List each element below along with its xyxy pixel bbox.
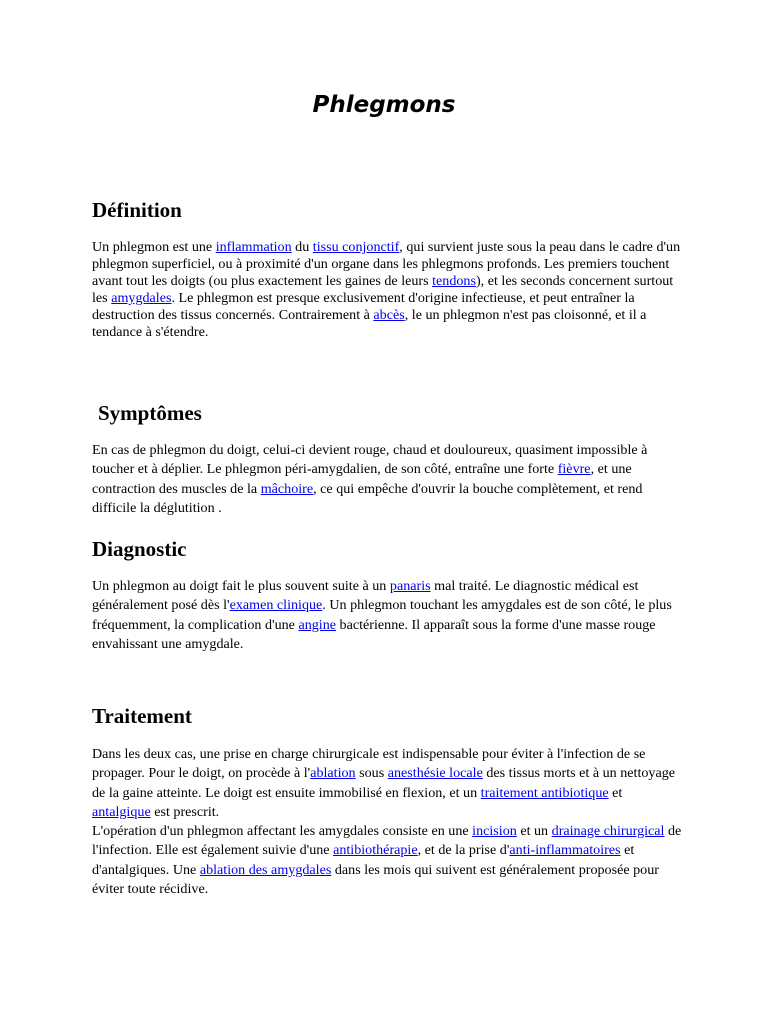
section-paragraph-symptomes (92, 441, 682, 519)
text-run: sous (355, 765, 388, 782)
text-run: En cas de phlegmon du doigt, celui-ci devient rouge, chaud et douloureux, quasiment impossible à toucher et à déplier. Le phlegmon péri-amygdalien, de son côté, entraîne une forte (92, 442, 648, 478)
text-run: du (291, 239, 313, 255)
text-link[interactable]: amygdales (111, 290, 172, 306)
section-paragraph-diagnostic (92, 577, 682, 655)
text-link[interactable]: ablation (310, 765, 356, 782)
text-link[interactable]: drainage chirurgical (551, 823, 665, 839)
text-link[interactable]: fièvre (557, 461, 591, 478)
text-link[interactable]: examen clinique (229, 597, 323, 614)
text-run: L'opération d'un phlegmon affectant les amygdales consiste en une (92, 823, 473, 839)
text-run: et d'antalgiques. Une (92, 842, 635, 878)
text-run: ), et les seconds concernent surtout les (92, 273, 674, 306)
text-run: Un phlegmon au doigt fait le plus souvent suite à un (92, 578, 390, 594)
text-run: bactérienne. Il apparaît sous la forme d'une masse rouge envahissant une amygdale. (92, 616, 656, 653)
section-paragraph-definition (92, 239, 682, 341)
text-run: et un (516, 823, 552, 839)
section-heading-definition: Définition (92, 198, 182, 222)
text-link[interactable]: mâchoire (260, 480, 314, 497)
page-title: Phlegmons (312, 92, 456, 118)
text-run: des tissus morts et à un nettoyage de la gaine atteinte. Le doigt est ensuite immobilisé en flexion, et un (92, 765, 676, 801)
text-run: , ce qui empêche d'ouvrir la bouche complètement, et rend difficile la déglutition . (92, 480, 643, 517)
section-heading-symptomes: Symptômes (98, 401, 202, 425)
text-run: Dans les deux cas, une prise en charge chirurgicale est indispensable pour éviter à l'infection de se propager. Pour le doigt, on procède à l' (92, 746, 646, 782)
text-link[interactable]: panaris (389, 578, 431, 594)
text-run: , qui survient juste sous la peau dans le cadre d'un phlegmon superficiel, ou à proximité d'un organe dans les phlegmons profonds. Les premiers touchent avant tout les doigts (ou plus exactement les gaines de leurs (92, 239, 681, 289)
text-run: , et de la prise d' (417, 842, 510, 859)
section-paragraph-traitement-doigt (92, 745, 682, 823)
text-link[interactable]: incision (472, 823, 517, 839)
section-paragraph-traitement-amygdales (92, 822, 682, 900)
text-link[interactable]: angine (298, 616, 337, 633)
text-run: . Le phlegmon est presque exclusivement d'origine infectieuse, et peut entraîner la destruction des tissus concernés. Contrairement à (92, 290, 635, 323)
text-link[interactable]: ablation des amygdales (199, 861, 332, 878)
text-run: Un phlegmon est une (92, 239, 216, 255)
text-run: est prescrit. (150, 804, 220, 821)
text-link[interactable]: inflammation (215, 239, 292, 255)
text-run: mal traité. Le diagnostic médical est généralement posé dès l' (92, 578, 639, 614)
section-heading-diagnostic: Diagnostic (92, 537, 187, 561)
text-link[interactable]: antalgique (92, 804, 151, 821)
text-run: , et une contraction des muscles de la (92, 461, 632, 497)
text-link[interactable]: anesthésie locale (387, 765, 483, 782)
text-link[interactable]: tendons (432, 273, 476, 289)
text-run: et (608, 784, 623, 801)
text-link[interactable]: tissu conjonctif (312, 239, 400, 255)
text-link[interactable]: anti-inflammatoires (509, 842, 621, 859)
text-run: de l'infection. Elle est également suivie d'une (92, 823, 682, 859)
text-link[interactable]: antibiothérapie (333, 842, 418, 859)
text-link[interactable]: traitement antibiotique (480, 784, 609, 801)
text-run: . Un phlegmon touchant les amygdales est de son côté, le plus fréquemment, la complication d'une (92, 597, 672, 633)
section-heading-traitement: Traitement (92, 704, 192, 728)
text-run: , le un phlegmon n'est pas cloisonné, et il a tendance à s'étendre. (92, 307, 647, 340)
text-run: dans les mois qui suivent est généralement proposée pour éviter toute récidive. (92, 861, 659, 898)
text-link[interactable]: abcès (373, 307, 405, 323)
